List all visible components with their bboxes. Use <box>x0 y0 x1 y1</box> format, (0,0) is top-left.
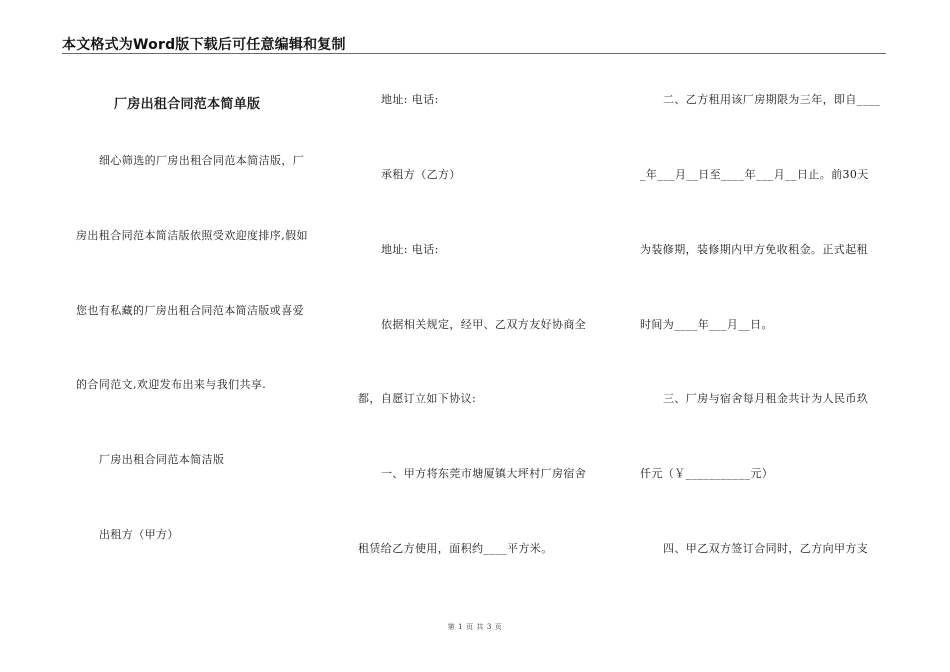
document-title: 厂房出租合同范本简单版 <box>114 97 261 112</box>
col3-line-5: 三、厂房与宿舍每月租金共计为人民币玖 <box>663 392 869 405</box>
col3-line-3: 为装修期，装修期内甲方免收租金。正式起租 <box>640 243 868 256</box>
col3-line-6: 仟元（￥___________元） <box>640 467 774 480</box>
col1-line-3: 您也有私藏的厂房出租合同范本简洁版或喜爱 <box>76 304 304 317</box>
col3-line-7: 四、甲乙双方签订合同时，乙方向甲方支 <box>663 542 869 555</box>
col2-line-5: 都，自愿订立如下协议: <box>358 392 477 405</box>
col2-line-3: 地址: 电话: <box>381 243 439 256</box>
col1-line-2: 房出租合同范本简洁版依照受欢迎度排序,假如 <box>76 229 308 242</box>
col1-line-5: 厂房出租合同范本简洁版 <box>99 453 225 466</box>
col3-line-2: _年___月__日至____年___月__日止。前30天 <box>640 168 869 181</box>
col2-line-7: 租赁给乙方使用，面积约____平方米。 <box>358 542 553 555</box>
document-header: 本文格式为Word版下载后可任意编辑和复制 <box>62 37 346 53</box>
page-number: 第 1 页 共 3 页 <box>447 623 503 631</box>
col2-line-1: 地址: 电话: <box>381 93 439 106</box>
col2-line-6: 一、甲方将东莞市塘厦镇大坪村厂房宿舍 <box>381 467 587 480</box>
col3-line-1: 二、乙方租用该厂房期限为三年，即自____ <box>663 93 881 106</box>
col3-line-4: 时间为____年___月__日。 <box>640 318 773 331</box>
col1-line-1: 细心筛选的厂房出租合同范本简洁版，厂 <box>99 154 305 167</box>
col1-line-6: 出租方（甲方） <box>99 528 179 541</box>
col2-line-2: 承租方（乙方） <box>381 168 461 181</box>
header-divider <box>62 53 886 54</box>
col2-line-4: 依据相关规定，经甲、乙双方友好协商全 <box>381 318 587 331</box>
col1-line-4: 的合同范文,欢迎发布出来与我们共享. <box>76 378 267 391</box>
